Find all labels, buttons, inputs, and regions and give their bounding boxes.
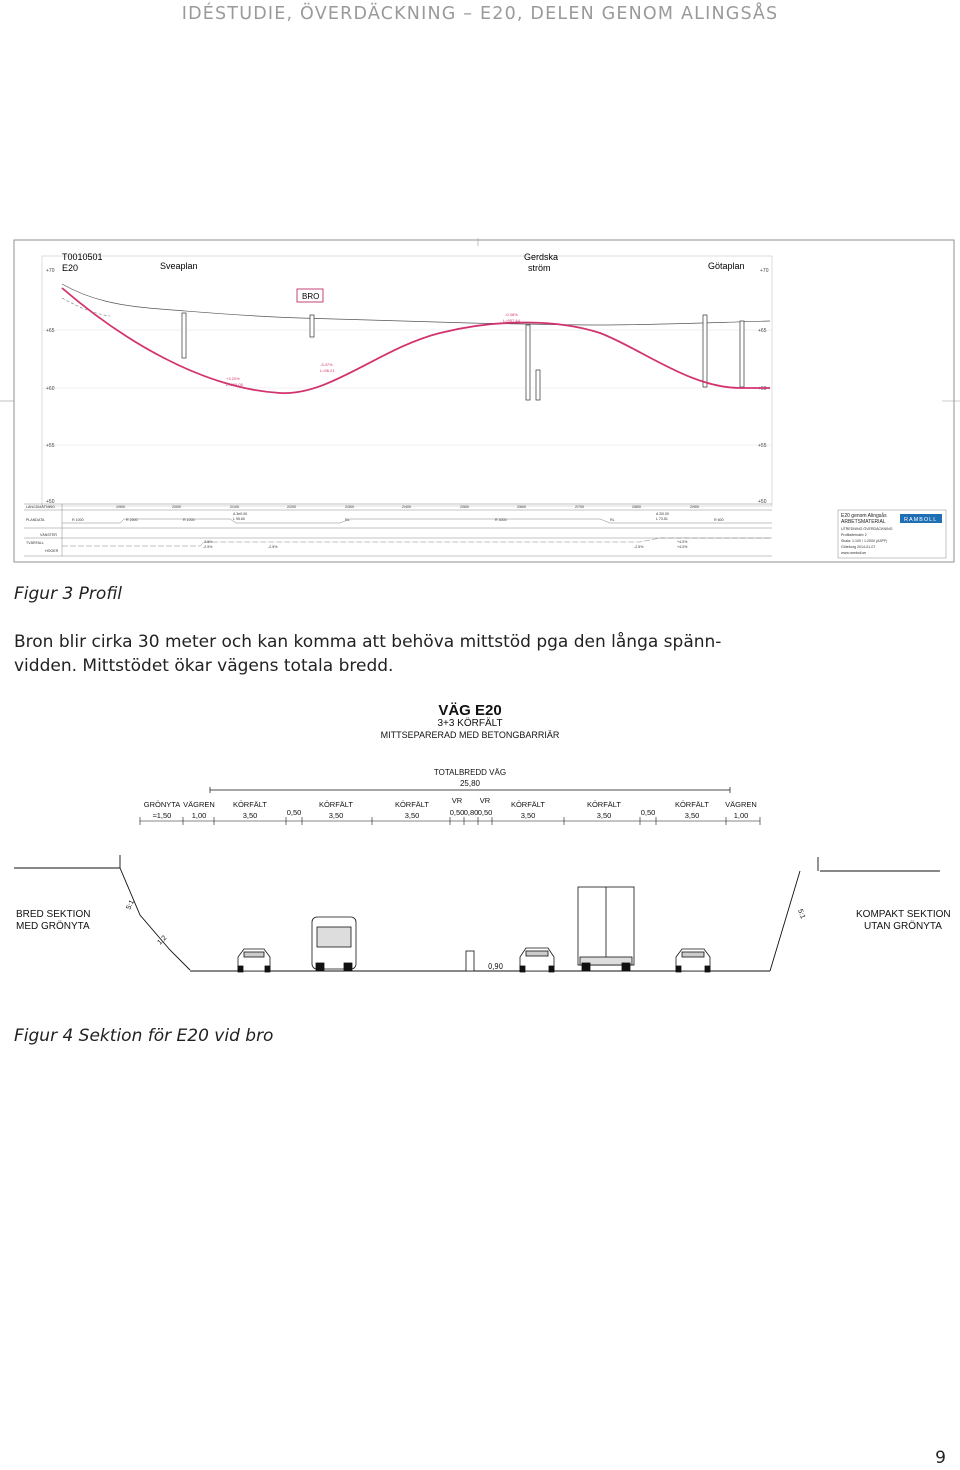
station-label: 2/000 [172, 505, 181, 509]
elev-label: +55 [46, 443, 55, 449]
plan-data: R 1000 [183, 518, 195, 522]
bro-label: BRO [302, 292, 320, 301]
slope-label: 5:1 [125, 899, 136, 911]
total-width-value: 25,80 [459, 779, 481, 788]
right-section-label: KOMPAKT SEKTION [856, 909, 951, 920]
plan-data: R 600 [714, 518, 724, 522]
elev-label: +70 [760, 268, 769, 274]
lane-label: VÄGREN [183, 800, 215, 809]
figure-4-caption: Figur 4 Sektion för E20 vid bro [14, 1026, 274, 1046]
plan-data: R 3000 [495, 518, 507, 522]
figure-3-caption: Figur 3 Profil [14, 584, 123, 604]
place-gotaplan: Götaplan [708, 261, 745, 271]
section-subtitle2: MITTSEPARERAD MED BETONGBARRIÄR [380, 730, 560, 740]
title-block [838, 510, 946, 558]
lane-label: KÖRFÄLT [318, 800, 354, 809]
bus-icon [312, 917, 356, 971]
grade-annotation: -0.38% [505, 312, 518, 317]
left-section-label: MED GRÖNYTA [16, 921, 90, 932]
lane-width: 0,80 [463, 808, 479, 817]
crossfall-label: -2.5% [268, 545, 278, 549]
station-label: 2/200 [287, 505, 296, 509]
body-paragraph: Bron blir cirka 30 meter och kan komma att behöva mittstöd pga den långa spänn-vidden. Mittstödet ökar vägens totala bredd. [14, 632, 722, 676]
lane-label: VÄGREN [725, 800, 757, 809]
row-label: TVÄRFALL [26, 541, 44, 545]
lane-label: KÖRFÄLT [394, 800, 430, 809]
elev-label: +50 [46, 499, 55, 505]
crossfall-label: +4.0% [677, 545, 688, 549]
row-label: PLANDATA [26, 518, 45, 522]
lane-label: GRÖNYTA [143, 800, 181, 809]
tb-web: www.ramboll.se [841, 551, 867, 555]
section-drawing [0, 695, 960, 995]
elev-label: +65 [758, 328, 767, 334]
lane-label: VR [451, 796, 463, 805]
place-strom: ström [528, 263, 551, 273]
lane-width: 1,00 [733, 811, 749, 820]
car-icon [676, 949, 710, 972]
place-gerdska: Gerdska [524, 252, 559, 262]
plan-data: R 2500 [126, 518, 138, 522]
median-barrier [466, 951, 474, 971]
grade-annotation: L=96.21 [320, 368, 335, 373]
total-width-label: TOTALBREDD VÄG [433, 768, 507, 777]
row-label: VÄNSTER [40, 533, 57, 537]
page-header: IDÉSTUDIE, ÖVERDÄCKNING – E20, DELEN GENOM ALINGSÅS [181, 4, 779, 24]
car-icon [520, 948, 554, 972]
section-subtitle: 3+3 KÖRFÄLT [437, 718, 503, 729]
plan-data: RL [345, 518, 350, 522]
lane-label: KÖRFÄLT [674, 800, 710, 809]
crossfall-label: -2.5% [203, 540, 213, 544]
lane-width: ≈1,50 [152, 811, 172, 820]
logo-text: RAMBOLL [904, 517, 938, 523]
slope-label: 1:2 [156, 934, 169, 947]
lane-width: 0,50 [286, 808, 302, 817]
station-label: 2/500 [460, 505, 469, 509]
grade-annotation: L=957.44 [503, 318, 520, 323]
plan-data: L 73.51 [656, 517, 668, 521]
road-id: T0010501 [62, 252, 103, 262]
place-sveaplan: Sveaplan [160, 261, 198, 271]
elev-label: +55 [758, 443, 767, 449]
crossfall-label: -2.5% [634, 545, 644, 549]
station-label: 2/700 [575, 505, 584, 509]
station-label: 2/400 [402, 505, 411, 509]
lane-width: 0,50 [449, 808, 465, 817]
truck-icon [578, 887, 634, 971]
grade-annotation: -3.47% [320, 362, 333, 367]
lane-label: KÖRFÄLT [586, 800, 622, 809]
section-svg [0, 695, 960, 995]
tb-drawing: Profilalternativ 2 [841, 533, 867, 537]
road-name: E20 [62, 263, 79, 273]
lane-width: 3,50 [328, 811, 344, 820]
elev-label: +60 [758, 386, 767, 392]
page-number: 9 [935, 1448, 946, 1468]
elev-label: +50 [758, 499, 767, 505]
lane-width: 0,50 [640, 808, 656, 817]
tb-subject: UTREDNING ÖVERDÄCKNING [841, 527, 893, 531]
lane-width: 3,50 [404, 811, 420, 820]
car-icon [238, 949, 270, 972]
elev-label: +65 [46, 328, 55, 334]
left-section-label: BRED SEKTION [16, 909, 91, 920]
station-label: 1/900 [116, 505, 125, 509]
profile-svg [0, 238, 960, 568]
row-label: LÄNGDMÄTNING [26, 505, 55, 509]
plan-data: R 1000 [72, 518, 84, 522]
right-section-label: UTAN GRÖNYTA [864, 921, 942, 932]
grade-annotation: +3.20% [226, 376, 240, 381]
elev-label: +70 [46, 268, 55, 274]
lane-label: KÖRFÄLT [510, 800, 546, 809]
lane-width: 3,50 [242, 811, 258, 820]
station-label: 2/100 [230, 505, 239, 509]
lane-label: KÖRFÄLT [232, 800, 268, 809]
tb-date: Göteborg 2014-01-07 [841, 545, 876, 549]
crossfall-label: -2.5% [203, 545, 213, 549]
station-label: 2/800 [632, 505, 641, 509]
lane-width: 3,50 [596, 811, 612, 820]
lane-width: 3,50 [520, 811, 536, 820]
tb-status: ARBETSMATERIAL [841, 519, 886, 525]
station-label: 2/300 [345, 505, 354, 509]
tb-scale: Skala: 1:100 / 1:2000 (A3PF) [841, 539, 888, 543]
lane-label: VR [479, 796, 491, 805]
crossfall-label: +4.0% [677, 540, 688, 544]
elev-label: +60 [46, 386, 55, 392]
lane-width: 3,50 [684, 811, 700, 820]
plan-data: A 2l0.00 [656, 512, 669, 516]
tb-project: E20 genom Alingsås [841, 513, 887, 519]
lane-width: 1,00 [191, 811, 207, 820]
lane-width: 0,50 [477, 808, 493, 817]
grade-annotation: L=286.05 [226, 382, 243, 387]
row-label: HÖGER [45, 549, 59, 553]
plan-data: RL [610, 518, 615, 522]
section-title: VÄG E20 [438, 702, 502, 719]
station-label: 2/600 [517, 505, 526, 509]
median-height: 0,90 [488, 962, 504, 971]
slope-label: 5:1 [796, 908, 807, 920]
plan-data: L 95.60 [233, 517, 245, 521]
station-label: 2/900 [690, 505, 699, 509]
plan-data: A 3e0.00 [233, 512, 248, 516]
profile-drawing [0, 238, 960, 568]
